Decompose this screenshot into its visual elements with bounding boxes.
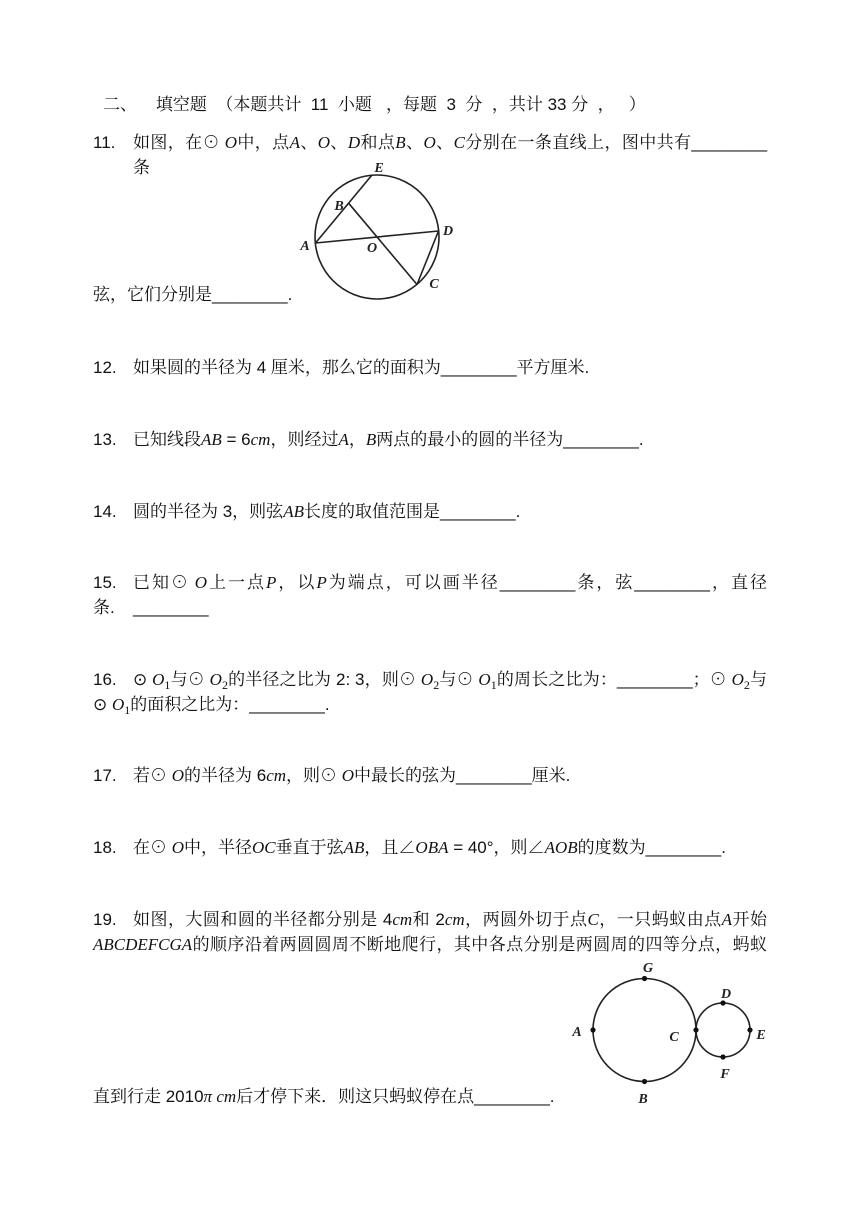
point-label-g: G bbox=[642, 961, 654, 976]
text-run: 与⊙ bbox=[170, 670, 210, 689]
point-label-f: F bbox=[720, 1067, 730, 1082]
question-number: 13. bbox=[93, 430, 117, 449]
question-text-line bbox=[133, 835, 726, 860]
text-run: 若⊙ bbox=[133, 766, 172, 785]
text-run: 后才停下来．则这只蚂蚁停在点________. bbox=[236, 1087, 555, 1106]
text-run: = 6 bbox=[221, 430, 251, 449]
text-run: 两点的最小的圆的半径为________. bbox=[376, 430, 644, 449]
point-label-d: D bbox=[442, 224, 454, 239]
text-run: 圆的半径为 3，则弦 bbox=[133, 502, 284, 521]
text-run: 和 2 bbox=[412, 910, 445, 929]
math-expression: A bbox=[721, 910, 733, 929]
math-expression: OBA bbox=[415, 838, 449, 857]
text-run: 如图，大圆和圆的半径都分别是 4 bbox=[133, 910, 393, 929]
text-run: 、 bbox=[299, 133, 318, 152]
question-number: 17. bbox=[93, 766, 117, 785]
figure-circle-chords bbox=[290, 150, 470, 310]
question-number: 14. bbox=[93, 502, 117, 521]
math-subscript: 2 bbox=[743, 678, 750, 692]
text-run: 如图，在⊙ bbox=[133, 133, 225, 152]
segment-bc bbox=[349, 203, 417, 284]
text-run: 中，半径 bbox=[184, 838, 253, 857]
text-run: 垂直于弦 bbox=[275, 838, 344, 857]
question-text-line bbox=[93, 1084, 555, 1109]
math-subscript: 2 bbox=[433, 678, 440, 692]
text-run: ，以 bbox=[276, 573, 317, 592]
math-expression: ABCDEFCGA bbox=[93, 935, 193, 954]
text-run: = 40°，则∠ bbox=[448, 838, 545, 857]
text-run: 如果圆的半径为 4 厘米，那么它的面积为________平方厘米. bbox=[133, 358, 590, 377]
math-expression: cm bbox=[266, 766, 287, 785]
text-run: 与⊙ bbox=[439, 670, 479, 689]
math-expression: O bbox=[194, 573, 207, 592]
text-run: ，且∠ bbox=[364, 838, 416, 857]
point-label-o: O bbox=[366, 241, 378, 256]
text-run: 的半径之比为 2: 3，则⊙ bbox=[227, 670, 421, 689]
point-c bbox=[693, 1027, 698, 1032]
text-run: 直到行走 2010 bbox=[93, 1087, 204, 1106]
question-text-line bbox=[133, 907, 767, 932]
point-e bbox=[747, 1027, 752, 1032]
point-label-c: C bbox=[669, 1030, 679, 1045]
math-expression: C bbox=[587, 910, 599, 929]
math-expression: A bbox=[338, 430, 349, 449]
math-expression: O bbox=[171, 838, 185, 857]
math-expression: O bbox=[224, 133, 237, 152]
math-expression: AB bbox=[283, 502, 304, 521]
text-run: 在⊙ bbox=[133, 838, 172, 857]
math-expression: π cm bbox=[203, 1087, 237, 1106]
math-expression: O bbox=[423, 133, 436, 152]
text-run: ，两圆外切于点 bbox=[464, 910, 588, 929]
question-text-line bbox=[133, 763, 570, 788]
section-header: 二、 填空题 （本题共计 11 小题 ，每题 3 分 ，共计 33 分 ， ） bbox=[103, 95, 646, 114]
question-number: 19. bbox=[93, 910, 117, 929]
text-run: 中，点 bbox=[236, 133, 290, 152]
figure-tangent-circles bbox=[560, 950, 780, 1110]
math-expression: B bbox=[365, 430, 377, 449]
math-expression: O bbox=[209, 670, 222, 689]
question-text-line bbox=[93, 595, 115, 620]
math-expression: cm bbox=[444, 910, 465, 929]
question-text-line bbox=[93, 282, 292, 307]
text-run: ⊙ bbox=[133, 670, 153, 689]
math-expression: cm bbox=[250, 430, 271, 449]
text-run: 为端点，可以画半径________条，弦________，直径________ bbox=[133, 573, 768, 617]
text-run: 已知线段 bbox=[133, 430, 201, 449]
text-run: 分别在一条直线上，图中共有________条 bbox=[133, 133, 768, 177]
question-number: 12. bbox=[93, 358, 117, 377]
math-expression: AB bbox=[201, 430, 222, 449]
question-text-line bbox=[133, 427, 644, 452]
text-run: 与 bbox=[749, 670, 768, 689]
text-run: 上一点 bbox=[207, 573, 266, 592]
text-run: 中最长的弦为________厘米. bbox=[354, 766, 571, 785]
math-expression: cm bbox=[392, 910, 413, 929]
math-expression: O bbox=[171, 766, 185, 785]
math-expression: P bbox=[266, 573, 277, 592]
text-run: 的周长之比为：________；⊙ bbox=[496, 670, 732, 689]
math-expression: O bbox=[341, 766, 355, 785]
text-run: ， bbox=[348, 430, 366, 449]
text-run: ，一只蚂蚁由点 bbox=[598, 910, 722, 929]
text-run: 、 bbox=[435, 133, 454, 152]
point-label-a: A bbox=[300, 239, 310, 254]
text-run: 已知⊙ bbox=[133, 573, 195, 592]
point-label-e: E bbox=[756, 1028, 766, 1043]
point-label-e: E bbox=[374, 161, 384, 176]
math-expression: A bbox=[289, 133, 300, 152]
small-circle bbox=[696, 1003, 750, 1057]
math-expression: P bbox=[316, 573, 327, 592]
point-label-b: B bbox=[334, 199, 344, 214]
math-expression: O bbox=[111, 695, 125, 714]
text-run: 、 bbox=[330, 133, 348, 152]
question-number: 16. bbox=[93, 670, 117, 689]
question-text-line bbox=[133, 355, 589, 380]
text-run: 弦，它们分别是________. bbox=[93, 285, 293, 304]
math-expression: B bbox=[395, 133, 406, 152]
text-run: ，则经过 bbox=[270, 430, 339, 449]
text-run: 、 bbox=[405, 133, 424, 152]
math-expression: O bbox=[731, 670, 744, 689]
text-run: ⊙ bbox=[93, 695, 112, 714]
text-run: 和点 bbox=[360, 133, 396, 152]
text-run: 的度数为________. bbox=[577, 838, 726, 857]
math-subscript: 1 bbox=[490, 678, 497, 692]
math-expression: AOB bbox=[544, 838, 578, 857]
math-expression: O bbox=[420, 670, 434, 689]
question-number: 18. bbox=[93, 838, 117, 857]
math-subscript: 1 bbox=[124, 703, 131, 717]
text-run: 的半径为 6 bbox=[184, 766, 267, 785]
point-label-c: C bbox=[429, 277, 439, 292]
math-subscript: 1 bbox=[164, 678, 171, 692]
point-b bbox=[642, 1079, 647, 1084]
point-label-b: B bbox=[638, 1092, 648, 1107]
text-run: ，则⊙ bbox=[286, 766, 342, 785]
text-run: 开始 bbox=[732, 910, 768, 929]
math-expression: O bbox=[317, 133, 331, 152]
large-circle bbox=[593, 979, 696, 1082]
question-number: 11. bbox=[93, 133, 116, 152]
text-run: 长度的取值范围是________. bbox=[303, 502, 521, 521]
point-f bbox=[720, 1054, 725, 1059]
text-run: 的顺序沿着两圆圆周不断地爬行，其中各点分别是两圆周的四等分点，蚂蚁 bbox=[192, 935, 767, 954]
math-expression: D bbox=[347, 133, 361, 152]
math-expression: C bbox=[453, 133, 465, 152]
math-expression: O bbox=[152, 670, 165, 689]
question-text-line bbox=[133, 570, 767, 620]
point-a bbox=[590, 1027, 595, 1032]
question-text-line bbox=[93, 692, 330, 717]
point-g bbox=[642, 976, 647, 981]
math-expression: AB bbox=[343, 838, 365, 857]
question-text-line bbox=[133, 667, 767, 692]
point-label-d: D bbox=[720, 987, 732, 1002]
math-expression: O bbox=[478, 670, 491, 689]
math-expression: OC bbox=[252, 838, 276, 857]
text-run: 的面积之比为：________. bbox=[130, 695, 330, 714]
question-number: 15. bbox=[93, 573, 117, 592]
question-text-line bbox=[133, 499, 520, 524]
text-run: 条. bbox=[93, 598, 115, 617]
point-label-a: A bbox=[572, 1025, 582, 1040]
math-subscript: 2 bbox=[221, 678, 228, 692]
